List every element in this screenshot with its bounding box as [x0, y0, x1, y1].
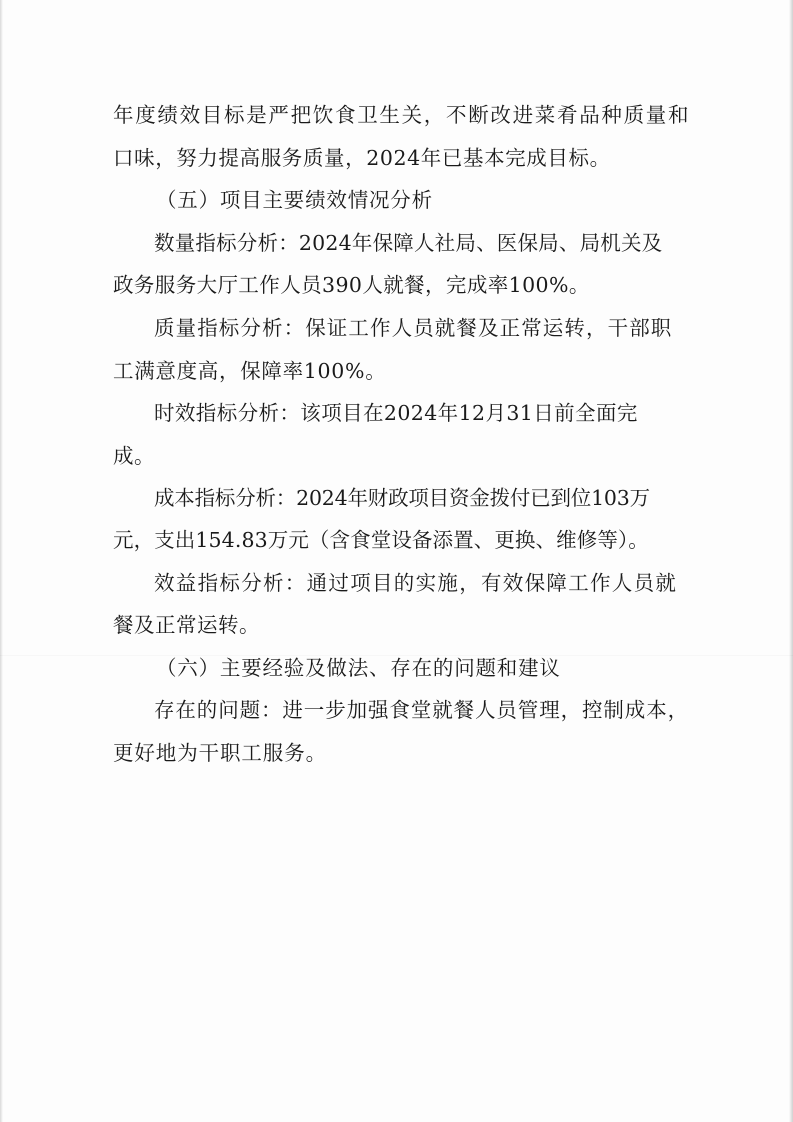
paragraph-line: 更好地为干职工服务。 [113, 741, 327, 765]
scan-edge-right [789, 0, 793, 1122]
paragraph-line: 数量指标分析：2024年保障人社局、医保局、局机关及 [154, 231, 663, 255]
section-heading: （六）主要经验及做法、存在的问题和建议 [156, 656, 561, 680]
paragraph-line: 质量指标分析：保证工作人员就餐及正常运转，干部职 [154, 316, 673, 340]
paragraph-line: 工满意度高，保障率100%。 [113, 359, 387, 383]
scan-edge-left [0, 0, 3, 1122]
section-heading: （五）项目主要绩效情况分析 [156, 188, 433, 212]
paragraph-line: 元，支出154.83万元（含食堂设备添置、更换、维修等）。 [113, 528, 649, 552]
paragraph-line: 效益指标分析：通过项目的实施，有效保障工作人员就 [154, 571, 678, 595]
paragraph-line: 存在的问题：进一步加强食堂就餐人员管理，控制成本， [154, 698, 689, 722]
paragraph-line: 成。 [113, 444, 155, 468]
paragraph-line: 成本指标分析：2024年财政项目资金拨付已到位103万 [154, 486, 650, 510]
paragraph-line: 政务服务大厅工作人员390人就餐，完成率100%。 [113, 273, 590, 297]
paragraph-line: 口味，努力提高服务质量，2024年已基本完成目标。 [113, 146, 611, 170]
paragraph-line: 餐及正常运转。 [113, 613, 260, 637]
paragraph-line: 年度绩效目标是严把饮食卫生关，不断改进菜肴品种质量和 [113, 103, 691, 127]
paragraph-line: 时效指标分析：该项目在2024年12月31日前全面完 [154, 401, 638, 425]
